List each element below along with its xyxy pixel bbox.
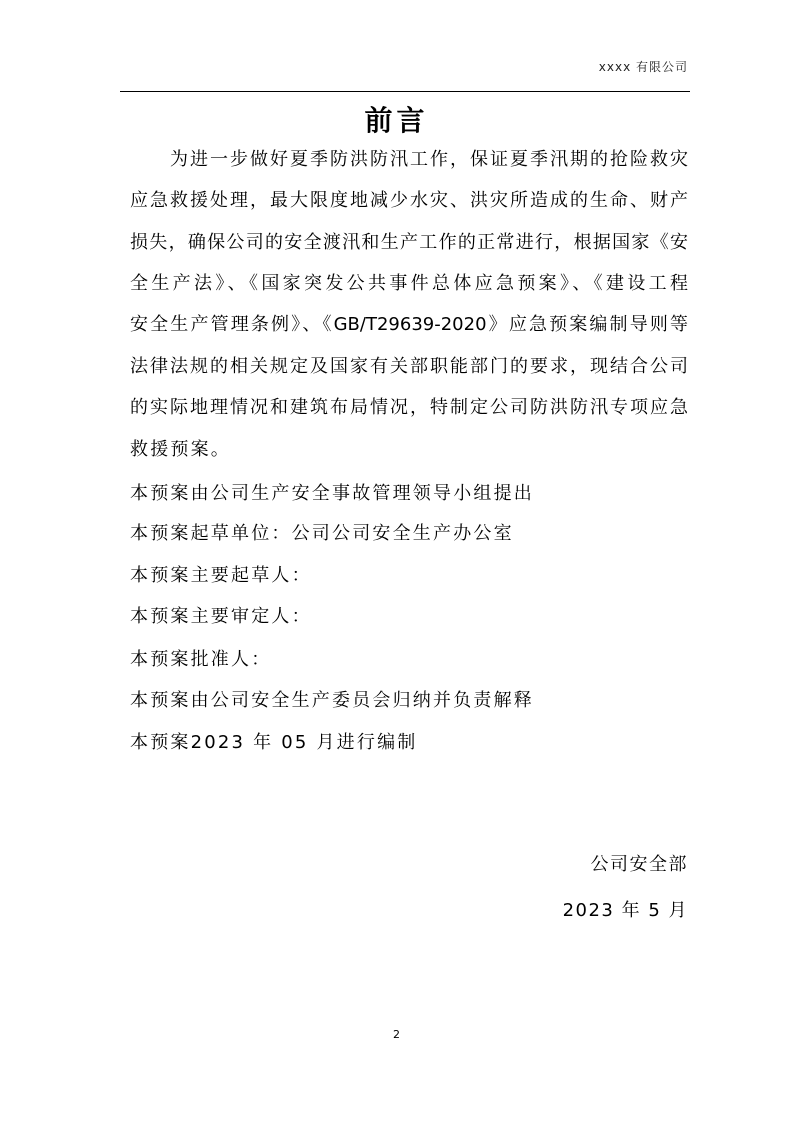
statement: 本预案由公司安全生产委员会归纳并负责解释 [130,690,534,711]
signature-department: 公司安全部 [590,854,688,875]
preface-line: 法律法规的相关规定及国家有关部职能部门的要求，现结合公司 [130,356,688,377]
preface-line: 的实际地理情况和建筑布局情况，特制定公司防洪防汛专项应急 [130,397,688,418]
header-company: xxxx 有限公司 [598,60,688,74]
statement: 本预案主要起草人： [130,565,312,586]
header-rule [120,91,690,92]
statement: 本预案2023 年 05 月进行编制 [130,732,418,753]
signature-date: 2023 年 5 月 [562,900,688,921]
preface-line: 全生产法》、《国家突发公共事件总体应急预案》、《建设工程 [130,273,688,294]
statement: 本预案由公司生产安全事故管理领导小组提出 [130,483,534,504]
statement: 本预案批准人： [130,649,272,670]
preface-line: 为进一步做好夏季防洪防汛工作，保证夏季汛期的抢险救灾 [170,149,688,170]
page-title: 前言 [364,104,429,137]
preface-line: 应急救援处理，最大限度地减少水灾、洪灾所造成的生命、财产 [130,190,688,211]
statement: 本预案主要审定人： [130,606,312,627]
statement: 本预案起草单位：公司公司安全生产办公室 [130,523,514,544]
preface-line: 救援预案。 [130,439,231,460]
preface-line: 安全生产管理条例》、《GB/T29639-2020》应急预案编制导则等 [130,314,688,335]
page-number: 2 [393,1028,400,1041]
preface-line: 损失，确保公司的安全渡汛和生产工作的正常进行，根据国家《安 [130,232,688,253]
